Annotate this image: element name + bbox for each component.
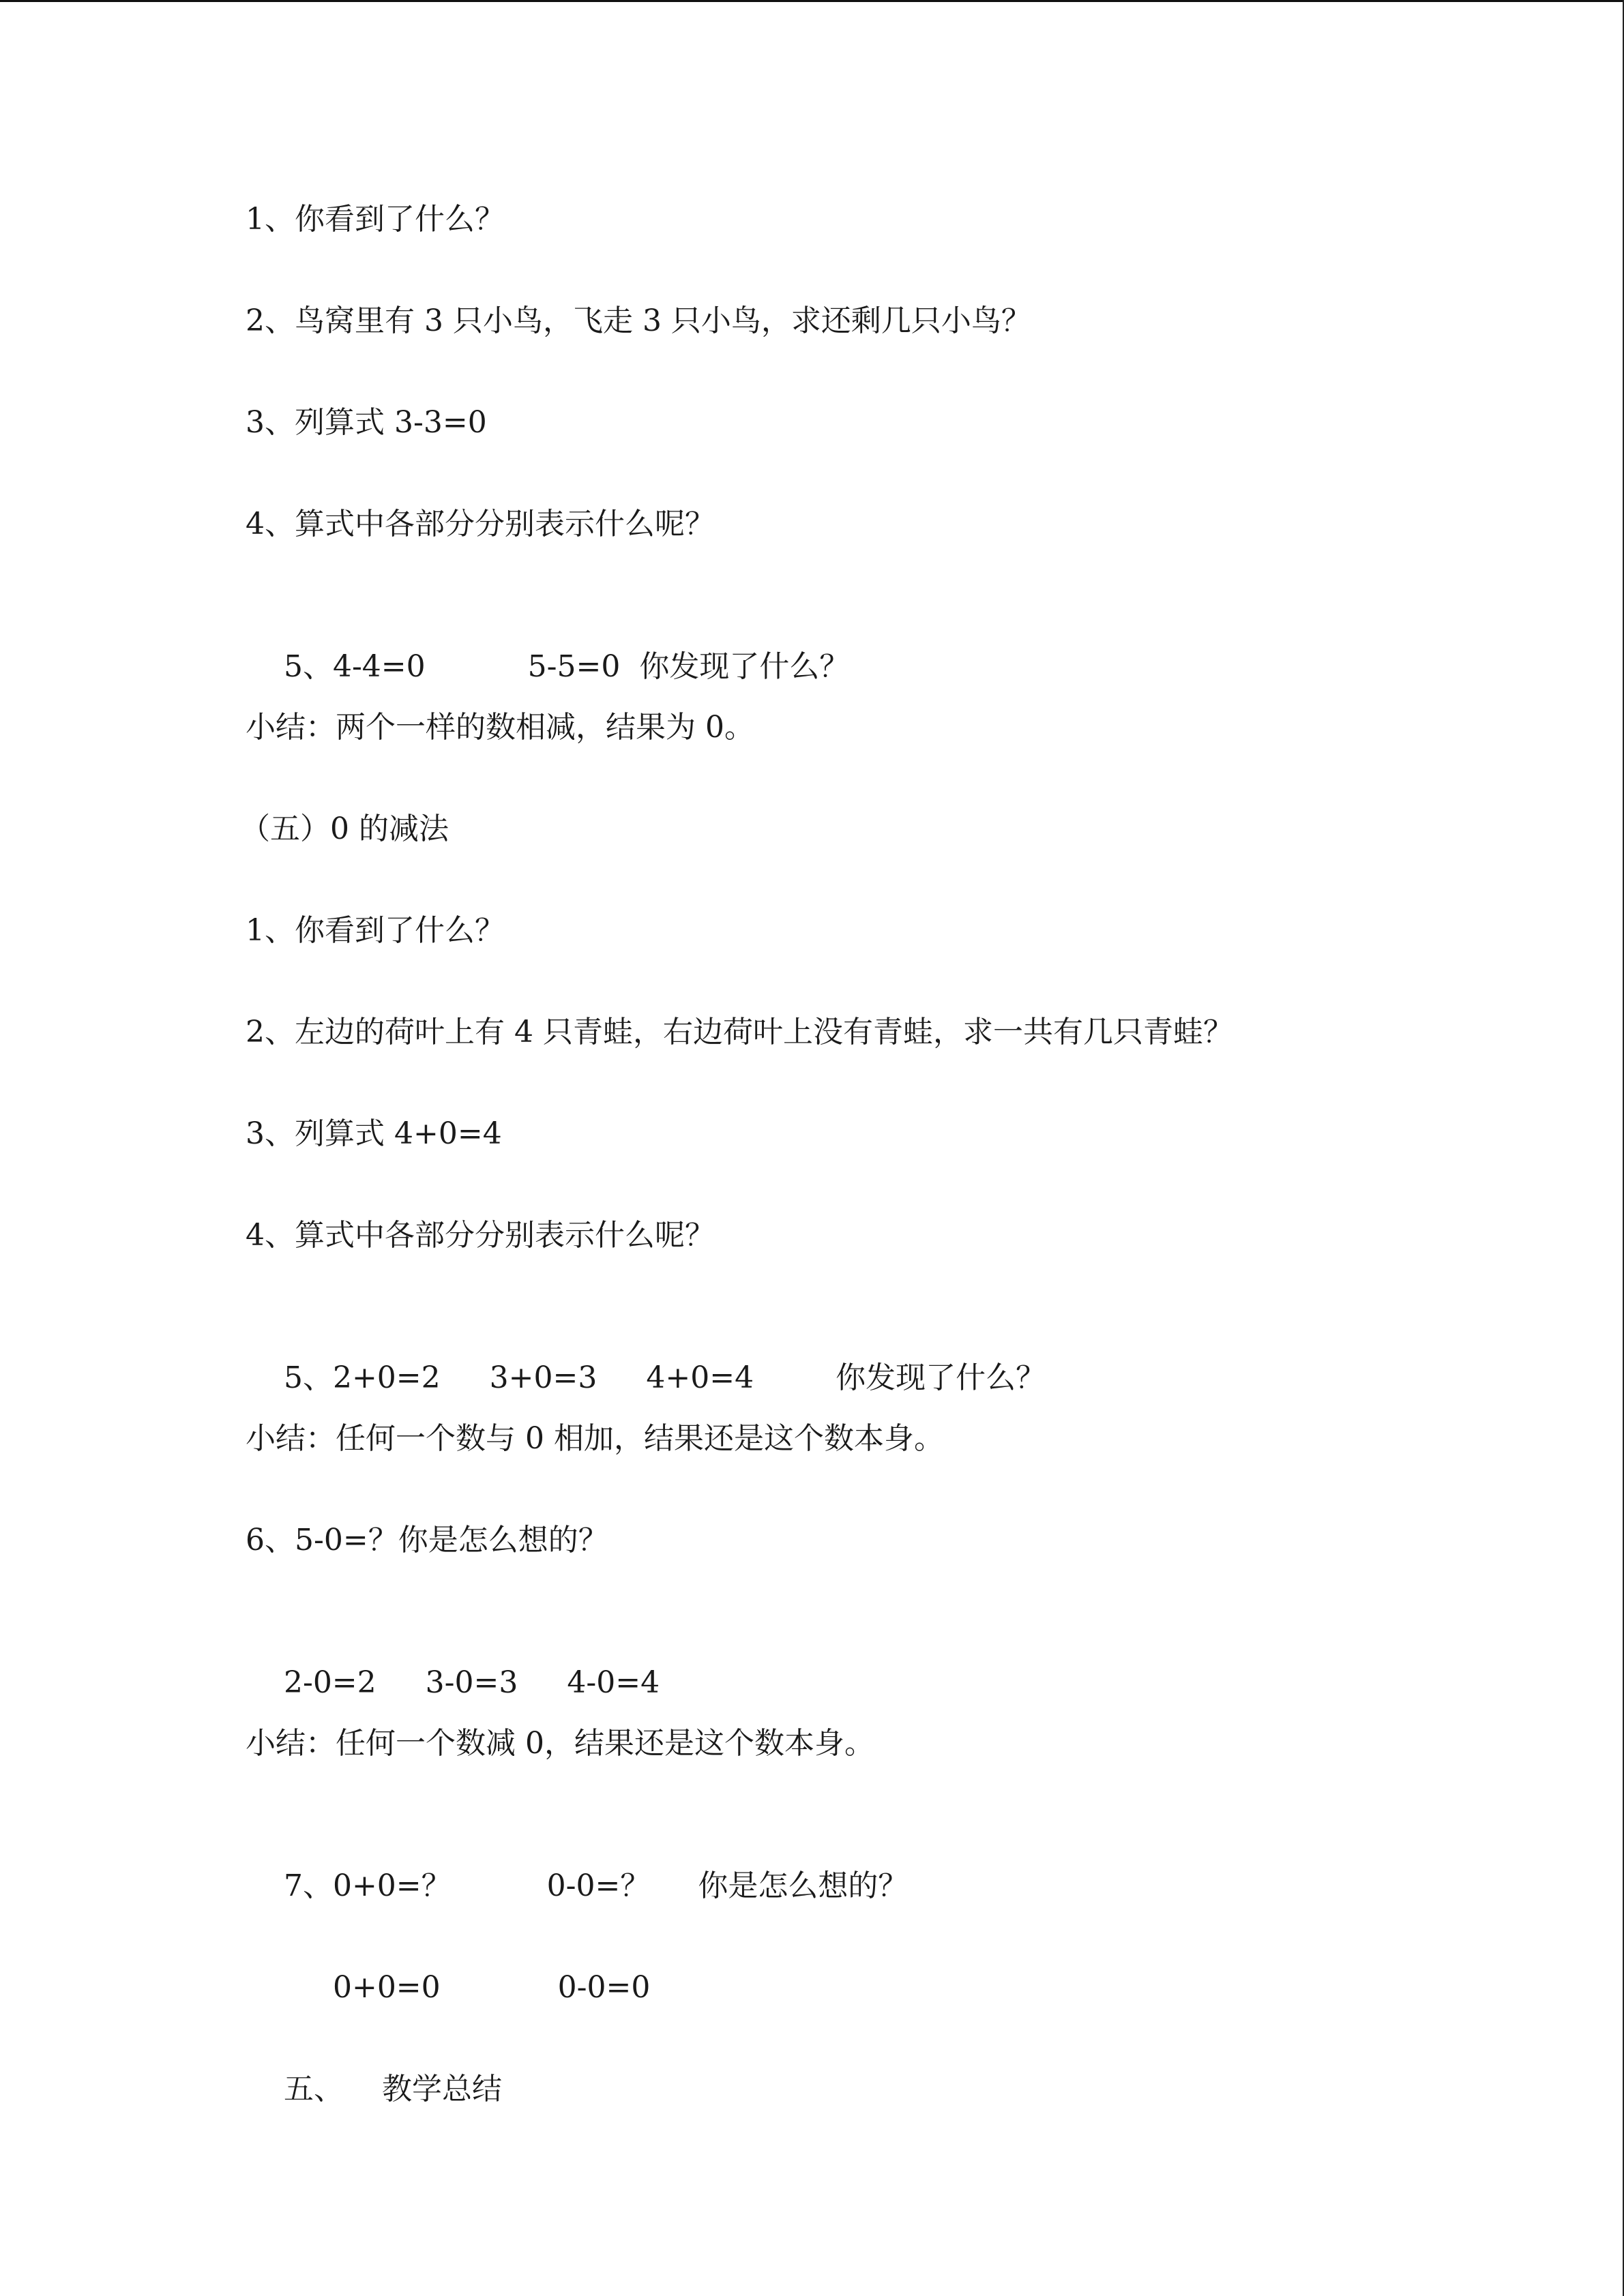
equation-3-minus-0: 3-0=3: [425, 1665, 518, 1700]
equation-3-plus-0: 3+0=3: [489, 1360, 597, 1395]
question-4-parts-again: 4、算式中各部分分别表示什么呢？: [246, 1218, 715, 1253]
question-1-see: 1、你看到了什么？: [246, 202, 505, 237]
question-3-equation: 3、列算式 3-3=0: [246, 405, 487, 440]
question-2-frogs: 2、左边的荷叶上有 4 只青蛙，右边荷叶上没有青蛙，求一共有几只青蛙？: [246, 1015, 1233, 1049]
equation-0-minus-0: 0-0=0: [557, 1970, 651, 2005]
question-3-equation-frogs: 3、列算式 4+0=4: [246, 1116, 502, 1151]
equation-4-plus-0: 4+0=4: [646, 1360, 754, 1395]
question-2-birds: 2、鸟窝里有 3 只小鸟，飞走 3 只小鸟，求还剩几只小鸟？: [246, 303, 1031, 338]
question-5-add-zero-line: [246, 1317, 1046, 1395]
summary-same-numbers: 小结：两个一样的数相减，结果为 0。: [246, 710, 754, 745]
equation-0-plus-0-question: 7、0+0=？: [283, 1868, 452, 1903]
summary-add-zero: 小结：任何一个数与 0 相加，结果还是这个数本身。: [246, 1421, 944, 1456]
section-title: 教学总结: [381, 2072, 502, 2106]
zero-answers-line: [295, 1926, 651, 2005]
equation-0-minus-0-question: 0-0=？: [546, 1868, 651, 1903]
section-number: 五、: [283, 2072, 344, 2106]
equation-2-plus-0: 5、2+0=2: [283, 1360, 441, 1395]
section-heading-zero-subtraction: （五）0 的减法: [240, 811, 449, 846]
section-heading-teaching-summary: [246, 2028, 502, 2106]
question-1-see-again: 1、你看到了什么？: [246, 913, 505, 948]
question-7-line: [246, 1825, 909, 1903]
question-how-think: 你是怎么想的？: [698, 1868, 909, 1903]
subtract-zero-examples: [246, 1622, 660, 1700]
question-discover: 你发现了什么？: [836, 1360, 1046, 1395]
top-border: [0, 0, 1624, 2]
equation-4-minus-0: 4-0=4: [567, 1665, 660, 1700]
equation-0-plus-0: 0+0=0: [332, 1970, 441, 2005]
question-6-subtract-zero: 6、5-0=？你是怎么想的？: [246, 1523, 608, 1557]
equation-2-minus-0: 2-0=2: [283, 1665, 377, 1700]
question-5-line: [246, 606, 850, 684]
summary-subtract-zero: 小结：任何一个数减 0，结果还是这个数本身。: [246, 1726, 874, 1761]
question-4-parts: 4、算式中各部分分别表示什么呢？: [246, 507, 715, 541]
equation-4-4: 5、4-4=0: [283, 649, 426, 684]
equation-5-5-question: 5-5=0 你发现了什么？: [527, 649, 850, 684]
